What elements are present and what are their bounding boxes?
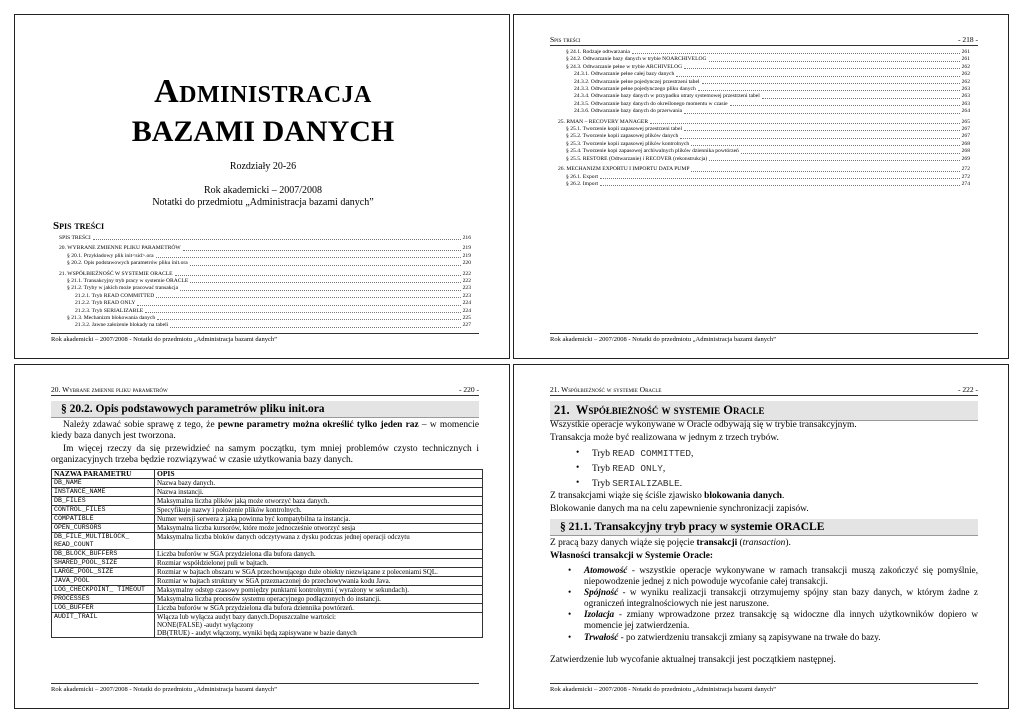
toc-entry[interactable] (558, 101, 970, 108)
toc-dot-leader (190, 260, 461, 265)
toc-entry-title: 25. RMAN – RECOVERY MANAGER (558, 118, 649, 125)
modes-list (576, 448, 693, 493)
param-name: COMPATIBLE (52, 515, 155, 524)
toc-dot-leader (741, 148, 960, 153)
param-name: DB_FILES (52, 497, 155, 506)
toc-dot-leader (190, 278, 460, 283)
table-row (52, 604, 483, 613)
param-desc: Maksymalna liczba plików jaką może otworzyć baza danych. (155, 497, 483, 506)
table-of-contents (558, 49, 970, 188)
toc-entry-page: 268 (961, 140, 970, 147)
toc-entry-title: § 21.2. Tryby w jakich może pracować transakcja (67, 285, 179, 292)
toc-entry-title: § 24.1. Rodzaje odtwarzania (566, 49, 630, 55)
toc-entry-page: 263 (961, 100, 970, 107)
table-row (52, 613, 483, 638)
mode-name: READ ONLY (612, 463, 663, 474)
toc-dot-leader (600, 181, 960, 186)
toc-heading: Spis treści (53, 220, 105, 232)
parameters-table (51, 469, 483, 638)
column-header-desc: OPIS (155, 470, 483, 479)
toc-entry-page: 227 (462, 322, 471, 329)
text: Z transakcjami wiąże się ściśle zjawisko (550, 491, 705, 501)
chapters-range: Rozdziały 20-26 (229, 161, 297, 172)
toc-entry-title: § 21.1. Transakcyjny tryb pracy w systemie ORACLE (67, 278, 189, 285)
emphasis-text: pewne parametry można określić tylko jeden raz (217, 420, 419, 430)
toc-dot-leader (691, 141, 959, 146)
paragraph (550, 491, 978, 502)
toc-entry[interactable] (59, 235, 471, 242)
toc-entry-page: 269 (961, 155, 970, 162)
toc-entry-page: 225 (462, 315, 471, 322)
toc-entry-title: § 24.3. Odtwarzanie pełne w trybie ARCHIVELOG (566, 63, 683, 70)
page-number: - 222 - (958, 385, 978, 394)
toc-entry-page: 262 (961, 63, 970, 70)
toc-entry-page: 267 (961, 126, 970, 133)
param-name: CONTROL_FILES (52, 506, 155, 515)
toc-entry[interactable] (558, 79, 970, 86)
toc-entry[interactable] (558, 71, 970, 78)
property-desc: - po zatwierdzeniu transakcji zmiany są zapisywane na trwałe do bazy. (618, 631, 881, 642)
mode-sep: . (679, 479, 683, 489)
property-name: Izolacja (584, 609, 615, 620)
toc-entry-title: § 25.3. Tworzenie kopii zapasowej plików kontrolnych (566, 140, 690, 147)
chapter-title: Współbieżność w systemie Oracle (575, 403, 765, 417)
toc-entry-title: 20. WYBRANE ZMIENNE PLIKU PARAMETRÓW (59, 245, 181, 252)
toc-entry-page: 267 (961, 133, 970, 140)
toc-entry-title: § 20.1. Przykładowy plik init<sid>.ora (67, 252, 154, 259)
toc-entry-page: 222 (462, 278, 471, 285)
toc-dot-leader (709, 156, 959, 161)
toc-entry[interactable] (59, 271, 471, 278)
toc-entry-title: § 26.2. Import (566, 180, 599, 187)
text: Należy zdawać sobie sprawę z tego, że (63, 420, 218, 430)
toc-entry[interactable] (59, 300, 471, 307)
toc-entry-title: § 25.1. Tworzenie kopii zapasowej przestrzeni tabel (566, 126, 682, 133)
table-row (52, 595, 483, 604)
toc-entry-page: 261 (961, 49, 970, 55)
toc-entry-page: 264 (961, 108, 970, 115)
toc-dot-leader (676, 71, 959, 76)
mode-sep: , (691, 449, 694, 459)
param-name: LOG_BUFFER (52, 604, 155, 613)
toc-entry[interactable] (59, 253, 471, 260)
property-item (568, 632, 978, 643)
italic-text: transaction (742, 538, 786, 548)
toc-entry[interactable] (558, 49, 970, 56)
course-notes: Notatki do przedmiotu „Administracja bazami danych” (152, 197, 374, 208)
toc-entry-page: 262 (961, 71, 970, 78)
paragraph: Im więcej rzeczy da się przewidzieć na samym początku, tym mniej problemów czysto technicznych i organizacyjnych trzeba będzie rozwiązywać w czasie użytkowania bazy danych. (51, 444, 479, 465)
mode-prefix: Tryb (592, 479, 610, 489)
toc-entry-page: 274 (961, 180, 970, 187)
toc-entry-title: § 25.4. Tworzenie kopi zapasowej archiwalnych plików dziennika powtórzeń (566, 148, 739, 155)
table-row (52, 515, 483, 524)
header-left: 21. Współbieżność w systemie Oracle (550, 385, 662, 394)
toc-entry[interactable] (558, 119, 970, 126)
property-item (568, 587, 978, 608)
toc-entry-title: 21.2.3. Tryb SERIALIZABLE (75, 307, 144, 314)
toc-entry[interactable] (59, 285, 471, 292)
toc-dot-leader (600, 174, 960, 179)
page-footer: Rok akademicki – 2007/2008 - Notatki do przedmiotu „Administracja bazami danych” (51, 333, 479, 343)
property-desc: - wszystkie operacje wykonywane w ramach transakcji muszą zakończyć się pomyślnie, niepowodzenie jednej z nich powoduje wycofanie całej transakcji. (584, 565, 978, 586)
param-desc: Nazwa bazy danych. (155, 479, 483, 488)
mode-prefix: Tryb (592, 464, 610, 474)
toc-dot-leader (709, 56, 960, 61)
param-desc: Liczba buforów w SGA przydzielona dla bufora dziennika powtórzeń. (155, 604, 483, 613)
paragraph: Wszystkie operacje wykonywane w Oracle odbywają się w trybie transakcyjnym. (550, 420, 857, 430)
text: – w momencie kiedy baza danych jest tworzona. (51, 420, 479, 441)
mode-prefix: Tryb (592, 449, 610, 459)
param-name: JAVA_POOL (52, 577, 155, 586)
toc-dot-leader (180, 285, 461, 290)
page-footer: Rok akademicki – 2007/2008 - Notatki do przedmiotu „Administracja bazami danych” (51, 683, 479, 693)
toc-entry-page: 263 (961, 93, 970, 100)
param-name: LARGE_POOL_SIZE (52, 568, 155, 577)
toc-dot-leader (137, 300, 460, 305)
properties-list (568, 565, 978, 643)
section-heading: § 20.2. Opis podstawowych parametrów pliku init.ora (51, 401, 479, 418)
toc-entry-page: 219 (462, 252, 471, 259)
table-row (52, 577, 483, 586)
param-name: SHARED_POOL_SIZE (52, 559, 155, 568)
param-name: DB_FILE_MULTIBLOCK_ READ_COUNT (52, 533, 155, 550)
toc-entry[interactable] (558, 93, 970, 100)
toc-entry-title: 24.3.6. Odtwarzanie bazy danych do przerwania (574, 108, 683, 115)
property-desc: - zmiany wprowadzone przez transakcję są widoczne dla innych użytkowników dopiero w momencie jej zatwierdzenia. (584, 609, 978, 630)
param-desc: Liczba buforów w SGA przydzielona dla bufora danych. (155, 550, 483, 559)
param-name: DB_NAME (52, 479, 155, 488)
toc-entry-page: 223 (462, 285, 471, 292)
toc-entry[interactable] (558, 181, 970, 188)
toc-entry-page: 223 (462, 292, 471, 299)
toc-entry[interactable] (59, 293, 471, 300)
toc-entry-page: 263 (961, 86, 970, 93)
paragraph: Blokowanie danych ma na celu zapewnienie synchronizacji zapisów. (550, 504, 809, 514)
param-name: INSTANCE_NAME (52, 488, 155, 497)
param-desc: Nazwa instancji. (155, 488, 483, 497)
param-name: DB_BLOCK_BUFFERS (52, 550, 155, 559)
param-name: OPEN_CURSORS (52, 524, 155, 533)
paragraph: Zatwierdzenie lub wycofanie aktualnej transakcji jest początkiem następnej. (550, 655, 836, 665)
toc-entry-page: 272 (961, 173, 970, 180)
toc-dot-leader (650, 119, 960, 124)
page-220 (14, 364, 510, 709)
mode-item (576, 478, 693, 490)
table-row (52, 506, 483, 515)
chapter-heading (550, 401, 978, 421)
toc-entry[interactable] (59, 278, 471, 285)
toc-entry-page: 262 (961, 78, 970, 85)
param-desc: Rozmiar w bajtach struktury w SGA przeznaczonej do przechowywania kodu Java. (155, 577, 483, 586)
toc-entry[interactable] (558, 148, 970, 155)
properties-heading: Własności transakcji w Systemie Oracle: (550, 551, 713, 561)
page-toc-continued (513, 14, 1009, 359)
toc-entry[interactable] (558, 108, 970, 115)
toc-entry-page: 272 (961, 166, 970, 173)
text: . (782, 491, 785, 501)
table-row (52, 488, 483, 497)
mode-name: SERIALIZABLE (612, 478, 680, 489)
emphasis-text: blokowania danych (704, 491, 783, 501)
toc-dot-leader (170, 322, 460, 327)
toc-entry[interactable] (558, 141, 970, 148)
param-desc: Włącza lub wyłącza audyt bazy danych.Dopuszczalne wartości: NONE(FALSE) -audyt wyłączony DB(TRUE) - audyt włączony, wyniki będą zapisywane w bazie danych (155, 613, 483, 638)
toc-entry-page: 265 (961, 118, 970, 125)
toc-dot-leader (702, 79, 960, 84)
toc-dot-leader (684, 108, 960, 113)
emphasis-text: transakcji (696, 538, 738, 548)
chapter-number: 21. (554, 403, 570, 417)
toc-entry-page: 220 (462, 260, 471, 267)
table-row (52, 497, 483, 506)
param-name: LOG_CHECKPOINT_ TIMEOUT (52, 586, 155, 595)
property-name: Spójność (584, 587, 619, 598)
param-desc: Rozmiar w bajtach obszaru w SGA przechowującego duże obiekty niezwiązane z poleceniami SQL. (155, 568, 483, 577)
toc-entry-title: 21.3.2. Jawne założenie blokady na tabeli (75, 322, 169, 329)
toc-entry-title: 24.3.3. Odtwarzanie pełne pojedynczego pliku danych (574, 86, 696, 93)
property-desc: - w wyniku realizacji transakcji otrzymujemy spójny stan bazy danych, w którym żadne z ograniczeń integralnościowych nie jest naruszone. (584, 587, 978, 608)
table-row (52, 479, 483, 488)
toc-dot-leader (156, 253, 461, 258)
document-title-line1: Administracja (154, 73, 372, 110)
toc-entry[interactable] (558, 156, 970, 163)
toc-dot-leader (175, 271, 461, 276)
toc-entry-title: 24.3.2. Odtwarzanie pełne pojedynczej przestrzeni tabel (574, 78, 700, 85)
param-desc: Maksymalna liczba kursorów, które może jednocześnie otworzyć sesja (155, 524, 483, 533)
toc-dot-leader (698, 86, 960, 91)
page-number: - 220 - (459, 385, 479, 394)
toc-entry-title: 24.3.1. Odtwarzanie pełne całej bazy danych (574, 71, 675, 78)
toc-entry[interactable] (558, 64, 970, 71)
toc-entry[interactable] (558, 166, 970, 173)
header-left: 20. Wybrane zmienne pliku parametrów (51, 385, 168, 394)
toc-entry-title: § 20.2. Opis podstawowych parametrów pliku init.ora (67, 260, 188, 267)
toc-entry[interactable] (558, 174, 970, 181)
page-header (550, 35, 978, 46)
header-left: Spis treści (550, 35, 581, 44)
param-desc: Maksymalna liczba procesów systemu operacyjnego podłączonych do instancji. (155, 595, 483, 604)
table-row (52, 586, 483, 595)
property-name: Atomowość (584, 565, 628, 575)
table-row (52, 533, 483, 550)
toc-entry-title: SPIS TREŚCI (59, 235, 91, 241)
page-footer: Rok akademicki – 2007/2008 - Notatki do przedmiotu „Administracja bazami danych” (550, 683, 978, 693)
toc-entry-title: § 25.5. RESTORE (Odtwarzanie) i RECOVER (rekonstrukcja) (566, 155, 708, 162)
page-header (51, 385, 479, 396)
toc-dot-leader (680, 133, 959, 138)
toc-dot-leader (684, 126, 960, 131)
page-title-sheet (14, 14, 510, 359)
param-name: PROCESSES (52, 595, 155, 604)
toc-entry-title: § 26.1. Export (566, 173, 599, 180)
table-row (52, 550, 483, 559)
table-of-contents (59, 235, 471, 330)
toc-entry-title: 24.3.4. Odtwarzanie bazy danych w przypadku utraty systemowej przestrzeni tabel (574, 93, 760, 100)
toc-entry-page: 261 (961, 56, 970, 63)
property-name: Trwałość (584, 631, 619, 642)
toc-entry-title: § 24.2. Odtwarzanie bazy danych w trybie NOARCHIVELOG (566, 56, 707, 63)
toc-entry[interactable] (558, 133, 970, 140)
toc-entry[interactable] (558, 86, 970, 93)
toc-entry[interactable] (59, 322, 471, 329)
toc-dot-leader (93, 235, 461, 240)
param-desc: Maksymalna liczba bloków danych odczytywana z dysku podczas jednej operacji odczytu (155, 533, 483, 550)
toc-dot-leader (156, 293, 460, 298)
paragraph (550, 538, 978, 549)
toc-entry[interactable] (59, 308, 471, 315)
table-row (52, 524, 483, 533)
toc-dot-leader (157, 315, 460, 320)
param-desc: Rozmiar współdzielonej puli w bajtach. (155, 559, 483, 568)
mode-item (576, 463, 693, 475)
toc-entry-title: § 21.3. Mechanizm blokowania danych (67, 315, 156, 322)
toc-dot-leader (762, 93, 960, 98)
toc-entry-title: 21.2.1. Tryb READ COMMITTED (75, 292, 155, 299)
toc-entry-page: 224 (462, 300, 471, 307)
param-name: AUDIT_TRAIL (52, 613, 155, 638)
toc-entry-page: 216 (462, 235, 471, 241)
toc-entry-title: 24.3.5. Odtwarzanie bazy danych do określonego momentu w czasie (574, 100, 728, 107)
section-heading: § 21.1. Transakcyjny tryb pracy w systemie ORACLE (550, 519, 978, 536)
text: ). (785, 538, 791, 548)
toc-entry[interactable] (59, 245, 471, 252)
page-222 (513, 364, 1009, 709)
page-number: - 218 - (958, 35, 978, 44)
toc-entry-page: 222 (462, 270, 471, 277)
mode-sep: , (662, 464, 666, 474)
text: ( (737, 538, 743, 548)
toc-dot-leader (632, 49, 960, 54)
toc-dot-leader (730, 101, 960, 106)
document-title-line2: BAZAMI DANYCH (131, 115, 395, 148)
toc-dot-leader (183, 245, 461, 250)
toc-entry-title: 21.2.2. Tryb READ ONLY (75, 300, 136, 307)
toc-dot-leader (145, 308, 460, 313)
toc-dot-leader (691, 166, 959, 171)
toc-entry[interactable] (59, 315, 471, 322)
toc-entry-title: § 25.2. Tworzenie kopii zapasowej plików danych (566, 133, 679, 140)
column-header-name: NAZWA PARAMETRU (52, 470, 155, 479)
toc-entry[interactable] (59, 260, 471, 267)
paragraph: Transakcja może być realizowana w jednym z trzech trybów. (550, 433, 779, 443)
mode-item (576, 448, 693, 460)
property-item (568, 609, 978, 630)
paragraph (51, 420, 479, 441)
param-desc: Numer wersji serwera z jaką powinna być kompatybilna ta instancja. (155, 515, 483, 524)
text: Z pracą bazy danych wiąże się pojęcie (550, 538, 697, 548)
property-item (568, 565, 978, 586)
page-footer: Rok akademicki – 2007/2008 - Notatki do przedmiotu „Administracja bazami danych” (550, 333, 978, 343)
table-row (52, 568, 483, 577)
param-desc: Maksymalny odstęp czasowy pomiędzy punktami kontrolnymi ( wyrażony w sekundach). (155, 586, 483, 595)
toc-entry-page: 224 (462, 307, 471, 314)
toc-entry-page: 268 (961, 148, 970, 155)
table-row (52, 559, 483, 568)
toc-entry-title: 21. WSPÓŁBIEŻNOŚĆ W SYSTEMIE ORACLE (59, 270, 173, 277)
param-desc: Specyfikuje nazwy i położenie plików kontrolnych. (155, 506, 483, 515)
toc-entry[interactable] (558, 56, 970, 63)
toc-entry-page: 219 (462, 245, 471, 252)
toc-dot-leader (684, 64, 959, 69)
academic-year: Rok akademicki – 2007/2008 (203, 185, 323, 196)
mode-name: READ COMMITTED (612, 448, 692, 459)
toc-entry[interactable] (558, 126, 970, 133)
table-header-row (52, 470, 483, 479)
toc-entry-title: 26. MECHANIZM EXPORTU I IMPORTU DATA PUMP (558, 166, 690, 173)
page-header (550, 385, 978, 396)
